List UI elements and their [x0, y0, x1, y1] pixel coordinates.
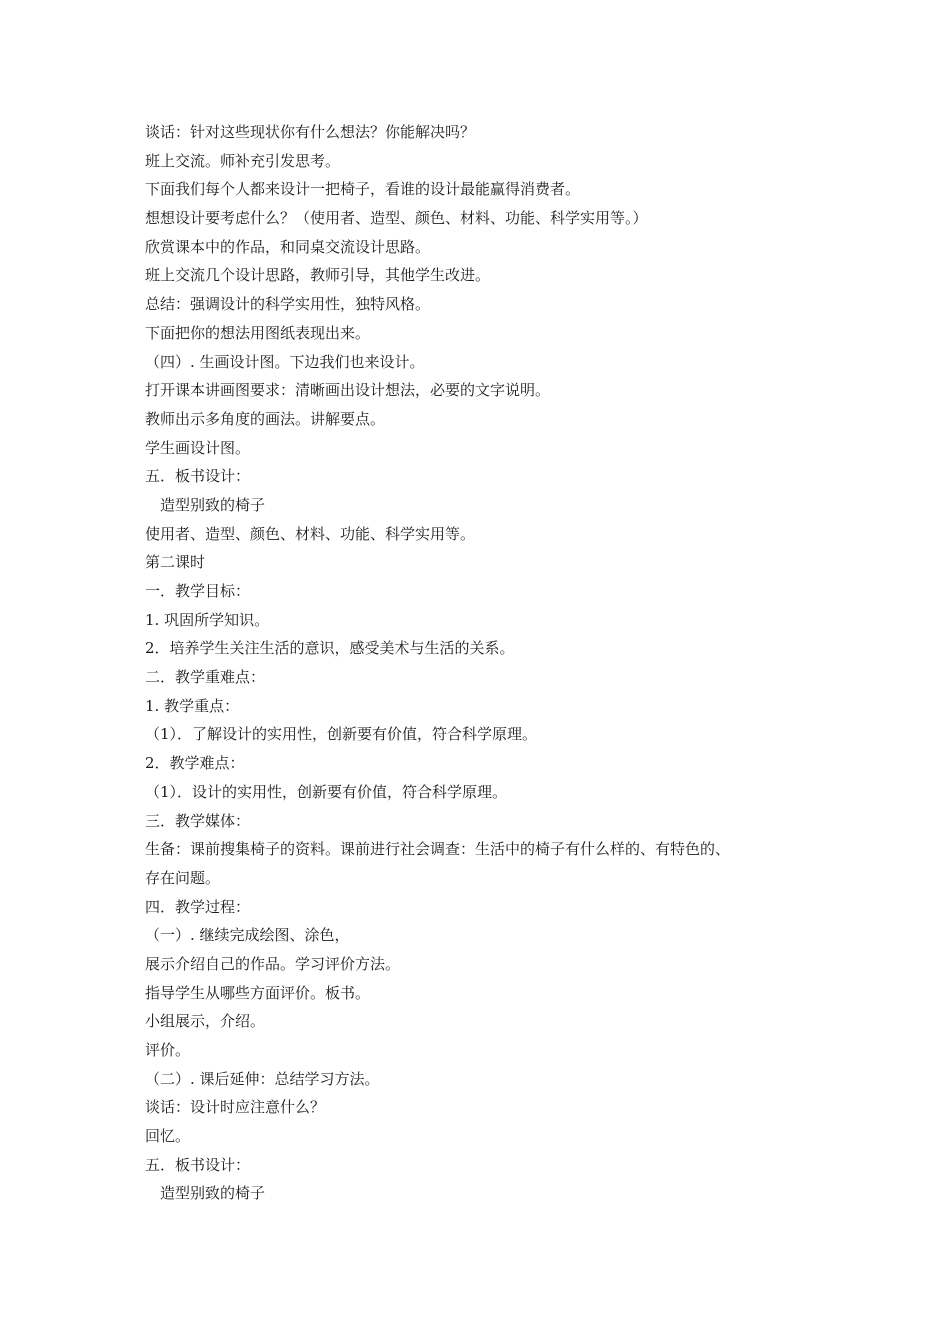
section-heading: 五．板书设计： — [145, 1155, 251, 1174]
text-line: 指导学生从哪些方面评价。板书。 — [145, 983, 371, 1002]
text-line: （1）．设计的实用性，创新要有价值，符合科学原理。 — [145, 782, 508, 801]
section-heading: 三．教学媒体： — [145, 811, 251, 830]
board-title: 造型别致的椅子 — [160, 495, 266, 514]
text-line: 想想设计要考虑什么？（使用者、造型、颜色、材料、功能、科学实用等。） — [145, 209, 648, 228]
text-line: 下面把你的想法用图纸表现出来。 — [145, 323, 371, 342]
section-heading: （四）. 生画设计图。下边我们也来设计。 — [145, 352, 425, 371]
text-line: 1. 巩固所学知识。 — [145, 610, 270, 629]
text-line: 班上交流几个设计思路，教师引导，其他学生改进。 — [145, 266, 491, 285]
text-line: 下面我们每个人都来设计一把椅子，看谁的设计最能赢得消费者。 — [145, 180, 581, 199]
section-heading: 一．教学目标： — [145, 582, 251, 600]
section-heading: 四．教学过程： — [145, 897, 251, 916]
text-line: 回忆。 — [145, 1127, 191, 1146]
section-heading: 二．教学重难点： — [145, 668, 266, 687]
text-line: 2．培养学生关注生活的意识，感受美术与生活的关系。 — [145, 639, 515, 658]
board-title: 造型别致的椅子 — [160, 1184, 266, 1203]
section-heading: 五．板书设计： — [145, 467, 251, 486]
text-line: 评价。 — [145, 1041, 191, 1059]
text-line: 学生画设计图。 — [145, 438, 251, 457]
text-line: 存在问题。 — [145, 868, 221, 887]
text-line: 生备：课前搜集椅子的资料。课前进行社会调查：生活中的椅子有什么样的、有特色的、 — [145, 840, 731, 859]
text-line: 欣赏课本中的作品，和同桌交流设计思路。 — [145, 237, 431, 256]
lesson-heading: 第二课时 — [145, 553, 206, 572]
text-line: 总结：强调设计的科学实用性，独特风格。 — [145, 295, 431, 314]
document-body — [145, 118, 825, 1208]
text-line: 谈话：设计时应注意什么？ — [145, 1098, 326, 1117]
text-line: 小组展示，介绍。 — [145, 1012, 266, 1031]
text-line: 展示介绍自己的作品。学习评价方法。 — [145, 954, 401, 973]
text-line: 2．教学难点： — [145, 754, 245, 773]
text-line: 使用者、造型、颜色、材料、功能、科学实用等。 — [145, 524, 476, 543]
text-line: 谈话：针对这些现状你有什么想法？你能解决吗？ — [145, 123, 476, 141]
text-line: 1. 教学重点： — [145, 696, 240, 715]
text-line: 班上交流。师补充引发思考。 — [145, 151, 341, 170]
text-line: 教师出示多角度的画法。讲解要点。 — [145, 409, 386, 428]
text-line: 打开课本讲画图要求：清晰画出设计想法，必要的文字说明。 — [145, 381, 551, 400]
text-line: （1）．了解设计的实用性，创新要有价值，符合科学原理。 — [145, 725, 538, 744]
text-line: （二）. 课后延伸：总结学习方法。 — [145, 1069, 380, 1088]
text-line: （一）. 继续完成绘图、涂色， — [145, 926, 350, 945]
